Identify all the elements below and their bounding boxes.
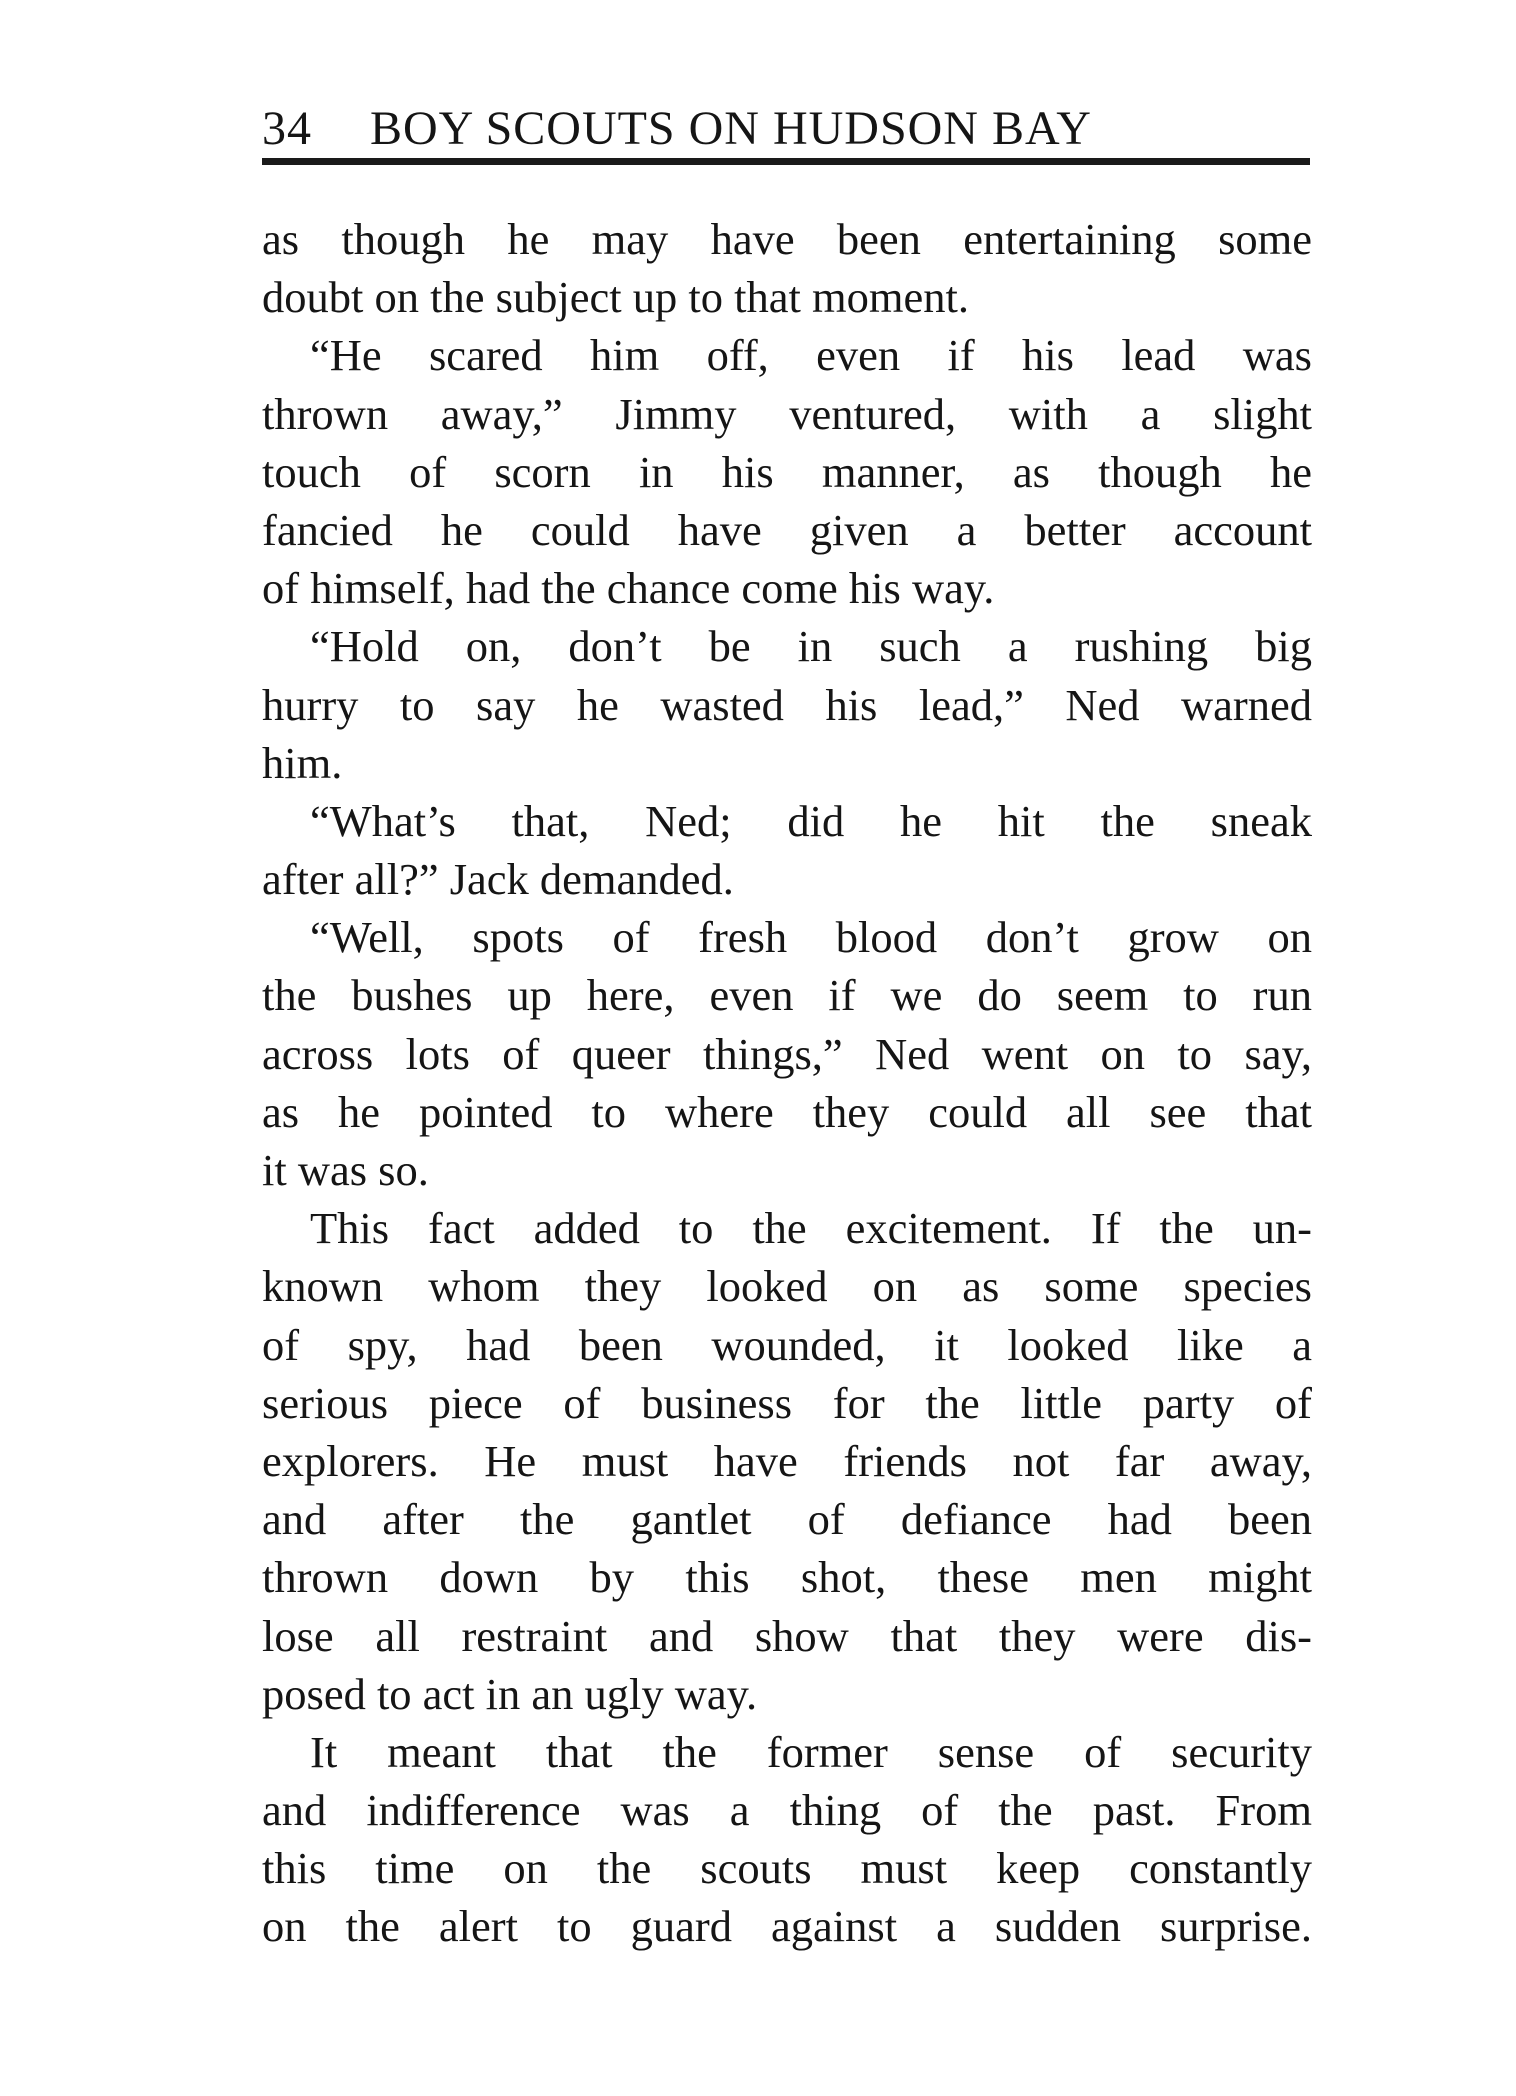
text-line: posed to act in an ugly way.	[262, 1668, 758, 1719]
text-line: thrown away,” Jimmy ventured, with a slight	[262, 388, 1312, 439]
running-head	[262, 98, 1310, 160]
header-rule	[262, 158, 1310, 165]
text-line: and indifference was a thing of the past. From	[262, 1785, 1312, 1836]
text-line: of spy, had been wounded, it looked like a	[262, 1319, 1312, 1370]
text-line: thrown down by this shot, these men might	[262, 1552, 1312, 1603]
text-line: this time on the scouts must keep constantly	[262, 1843, 1312, 1894]
text-line: “He scared him off, even if his lead was	[310, 330, 1312, 381]
text-line: “Well, spots of fresh blood don’t grow on	[310, 912, 1312, 963]
text-line: fancied he could have given a better account	[262, 504, 1312, 555]
text-line: “What’s that, Ned; did he hit the sneak	[310, 795, 1312, 846]
text-line: him.	[262, 737, 343, 788]
text-line: lose all restraint and show that they were dis-	[262, 1610, 1312, 1661]
text-line: hurry to say he wasted his lead,” Ned warned	[262, 679, 1312, 730]
text-line: touch of scorn in his manner, as though he	[262, 446, 1312, 497]
text-line: doubt on the subject up to that moment.	[262, 272, 969, 323]
text-line: This fact added to the excitement. If the un-	[310, 1203, 1312, 1254]
text-line: of himself, had the chance come his way.	[262, 563, 995, 614]
text-line: and after the gantlet of defiance had been	[262, 1494, 1312, 1545]
text-line: It meant that the former sense of security	[310, 1726, 1312, 1777]
text-line: across lots of queer things,” Ned went on to say,	[262, 1028, 1312, 1079]
text-line: as he pointed to where they could all see that	[262, 1086, 1312, 1137]
text-line: on the alert to guard against a sudden surprise.	[262, 1901, 1312, 1952]
text-line: serious piece of business for the little party of	[262, 1377, 1312, 1428]
text-line: known whom they looked on as some species	[262, 1261, 1312, 1312]
page-number: 34	[262, 102, 312, 155]
body-text	[262, 210, 1312, 1956]
text-line: as though he may have been entertaining some	[262, 214, 1312, 264]
text-line: it was so.	[262, 1145, 429, 1195]
text-line: after all?” Jack demanded.	[262, 854, 734, 905]
text-line: the bushes up here, even if we do seem to run	[262, 970, 1312, 1021]
book-title: BOY SCOUTS ON HUDSON BAY	[370, 102, 1092, 155]
text-line: “Hold on, don’t be in such a rushing big	[310, 621, 1312, 672]
text-line: explorers. He must have friends not far away,	[262, 1435, 1312, 1486]
